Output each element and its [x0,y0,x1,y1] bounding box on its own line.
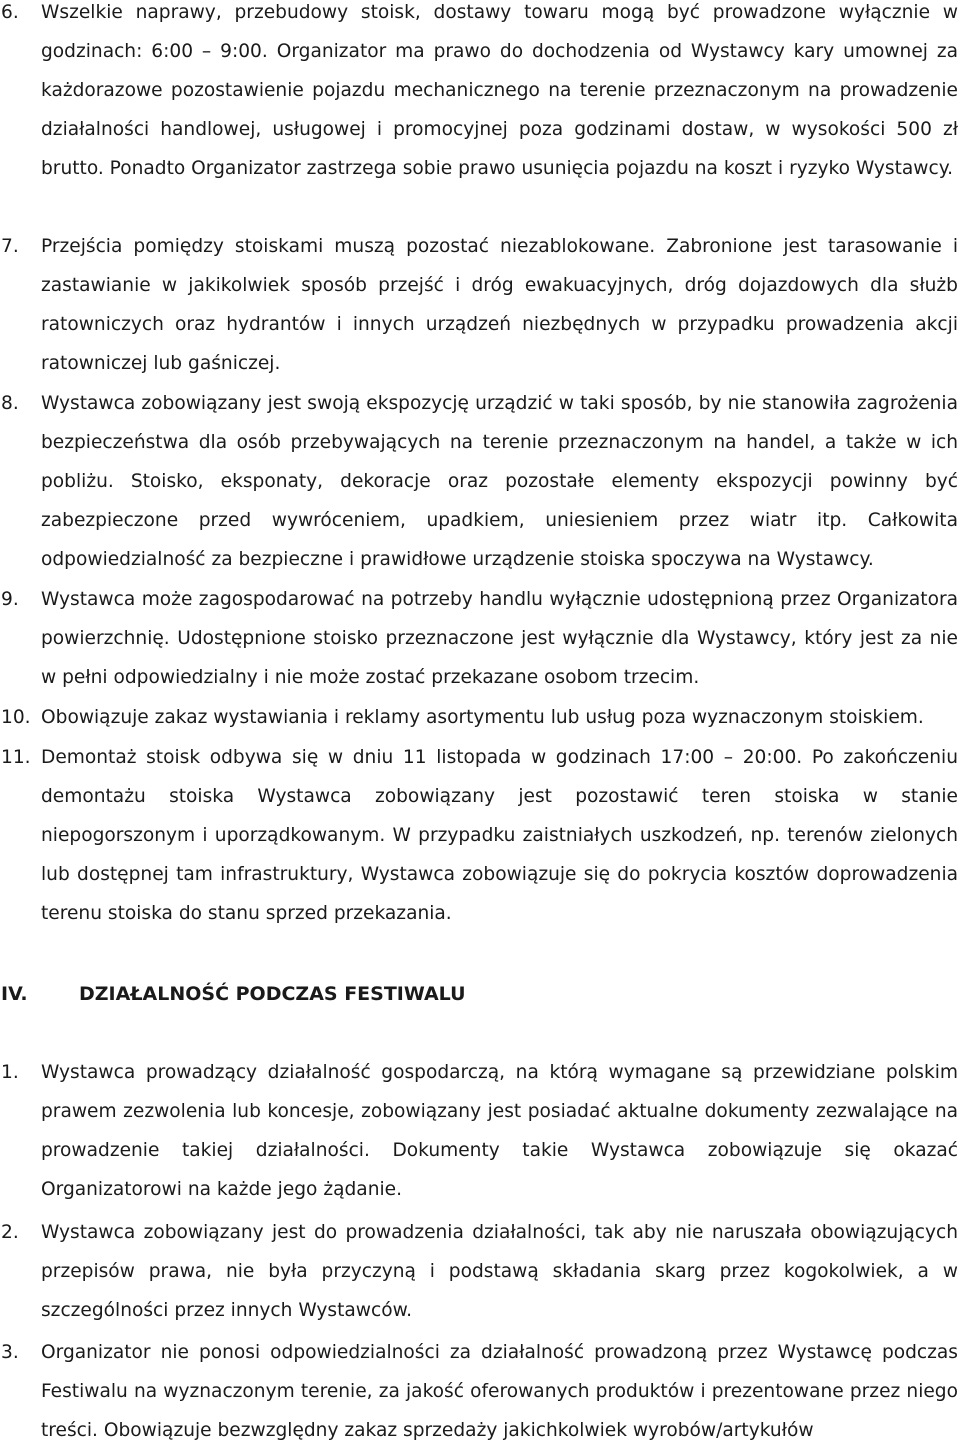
list-item-text: Obowiązuje zakaz wystawiania i reklamy asortymentu lub usług poza wyznaczonym stoiskiem. [41,707,924,728]
list-item-number: 9. [1,589,19,610]
list-item-text: Wystawca prowadzący działalność gospodarczą, na którą wymagane są przewidziane polskim prawem zezwolenia lub koncesje, zobowiązany jest posiadać aktualne dokumenty zezwalające na prowadzenie takiej działalności. Dokumenty takie Wystawca zobowiązuje się okazać Organizatorowi na każde jego żądanie. [41,1062,958,1200]
list-item [0,384,960,579]
list-item [0,1053,960,1209]
list-item [0,1333,960,1446]
list-item [0,698,960,737]
list-item-text: Wystawca zobowiązany jest do prowadzenia działalności, tak aby nie naruszała obowiązujących przepisów prawa, nie była przyczyną i podstawą składania skarg przez kogokolwiek, a w szczególności przez innych Wystawców. [41,1222,958,1321]
list-item-text: Wszelkie naprawy, przebudowy stoisk, dostawy towaru mogą być prowadzone wyłącznie w godzinach: 6:00 – 9:00. Organizator ma prawo do dochodzenia od Wystawcy kary umownej za każdorazowe pozostawienie pojazdu mechanicznego na terenie przeznaczonym na prowadzenie działalności handlowej, usługowej i promocyjnej poza godzinami dostaw, w wysokości 500 zł brutto. Ponadto Organizator zastrzega sobie prawo usunięcia pojazdu na koszt i ryzyko Wystawcy. [41,2,958,179]
list-item-text: Organizator nie ponosi odpowiedzialności za działalność prowadzoną przez Wystawcę podczas Festiwalu na wyznaczonym terenie, za jakość oferowanych produktów i prezentowane przez niego treści. Obowiązuje bezwzględny zakaz sprzedaży jakichkolwiek wyrobów/artykułów [41,1342,958,1441]
list-item [0,580,960,697]
list-item-number: 8. [1,393,19,414]
list-item [0,1213,960,1330]
list-item [0,227,960,383]
list-item-number: 1. [1,1062,19,1083]
list-item-text: Demontaż stoisk odbywa się w dniu 11 listopada w godzinach 17:00 – 20:00. Po zakończeniu demontażu stoiska Wystawca zobowiązany jest pozostawić teren stoiska w stanie niepogorszonym i uporządkowanym. W przypadku zaistniałych uszkodzeń, np. terenów zielonych lub dostępnej tam infrastruktury, Wystawca zobowiązuje się do pokrycia kosztów doprowadzenia terenu stoiska do stanu sprzed przekazania. [41,747,958,924]
list-item [0,0,960,188]
section-heading [0,978,960,1010]
list-item-number: 2. [1,1222,19,1243]
list-item-number: 7. [1,236,19,257]
list-item-text: Wystawca zobowiązany jest swoją ekspozycję urządzić w taki sposób, by nie stanowiła zagrożenia bezpieczeństwa dla osób przebywających na terenie przeznaczonym na handel, a także w ich pobliżu. Stoisko, eksponaty, dekoracje oraz pozostałe elementy ekspozycji powinny być zabezpieczone przed wywróceniem, upadkiem, uniesieniem przez wiatr itp. Całkowita odpowiedzialność za bezpieczne i prawidłowe urządzenie stoiska spoczywa na Wystawcy. [41,393,958,570]
section-title: DZIAŁALNOŚĆ PODCZAS FESTIWALU [79,983,466,1005]
list-item [0,738,960,933]
list-item-number: 10. [1,707,31,728]
list-item-number: 6. [1,2,19,23]
list-item-number: 3. [1,1342,19,1363]
list-item-text: Przejścia pomiędzy stoiskami muszą pozostać niezablokowane. Zabronione jest tarasowanie i zastawianie w jakikolwiek sposób przejść i dróg ewakuacyjnych, dróg dojazdowych dla służb ratowniczych oraz hydrantów i innych urządzeń niezbędnych w przypadku prowadzenia akcji ratowniczej lub gaśniczej. [41,236,958,374]
section-number: IV. [1,983,28,1005]
list-item-text: Wystawca może zagospodarować na potrzeby handlu wyłącznie udostępnioną przez Organizatora powierzchnię. Udostępnione stoisko przeznaczone jest wyłącznie dla Wystawcy, który jest za nie w pełni odpowiedzialny i nie może zostać przekazane osobom trzecim. [41,589,958,688]
list-item-number: 11. [1,747,31,768]
